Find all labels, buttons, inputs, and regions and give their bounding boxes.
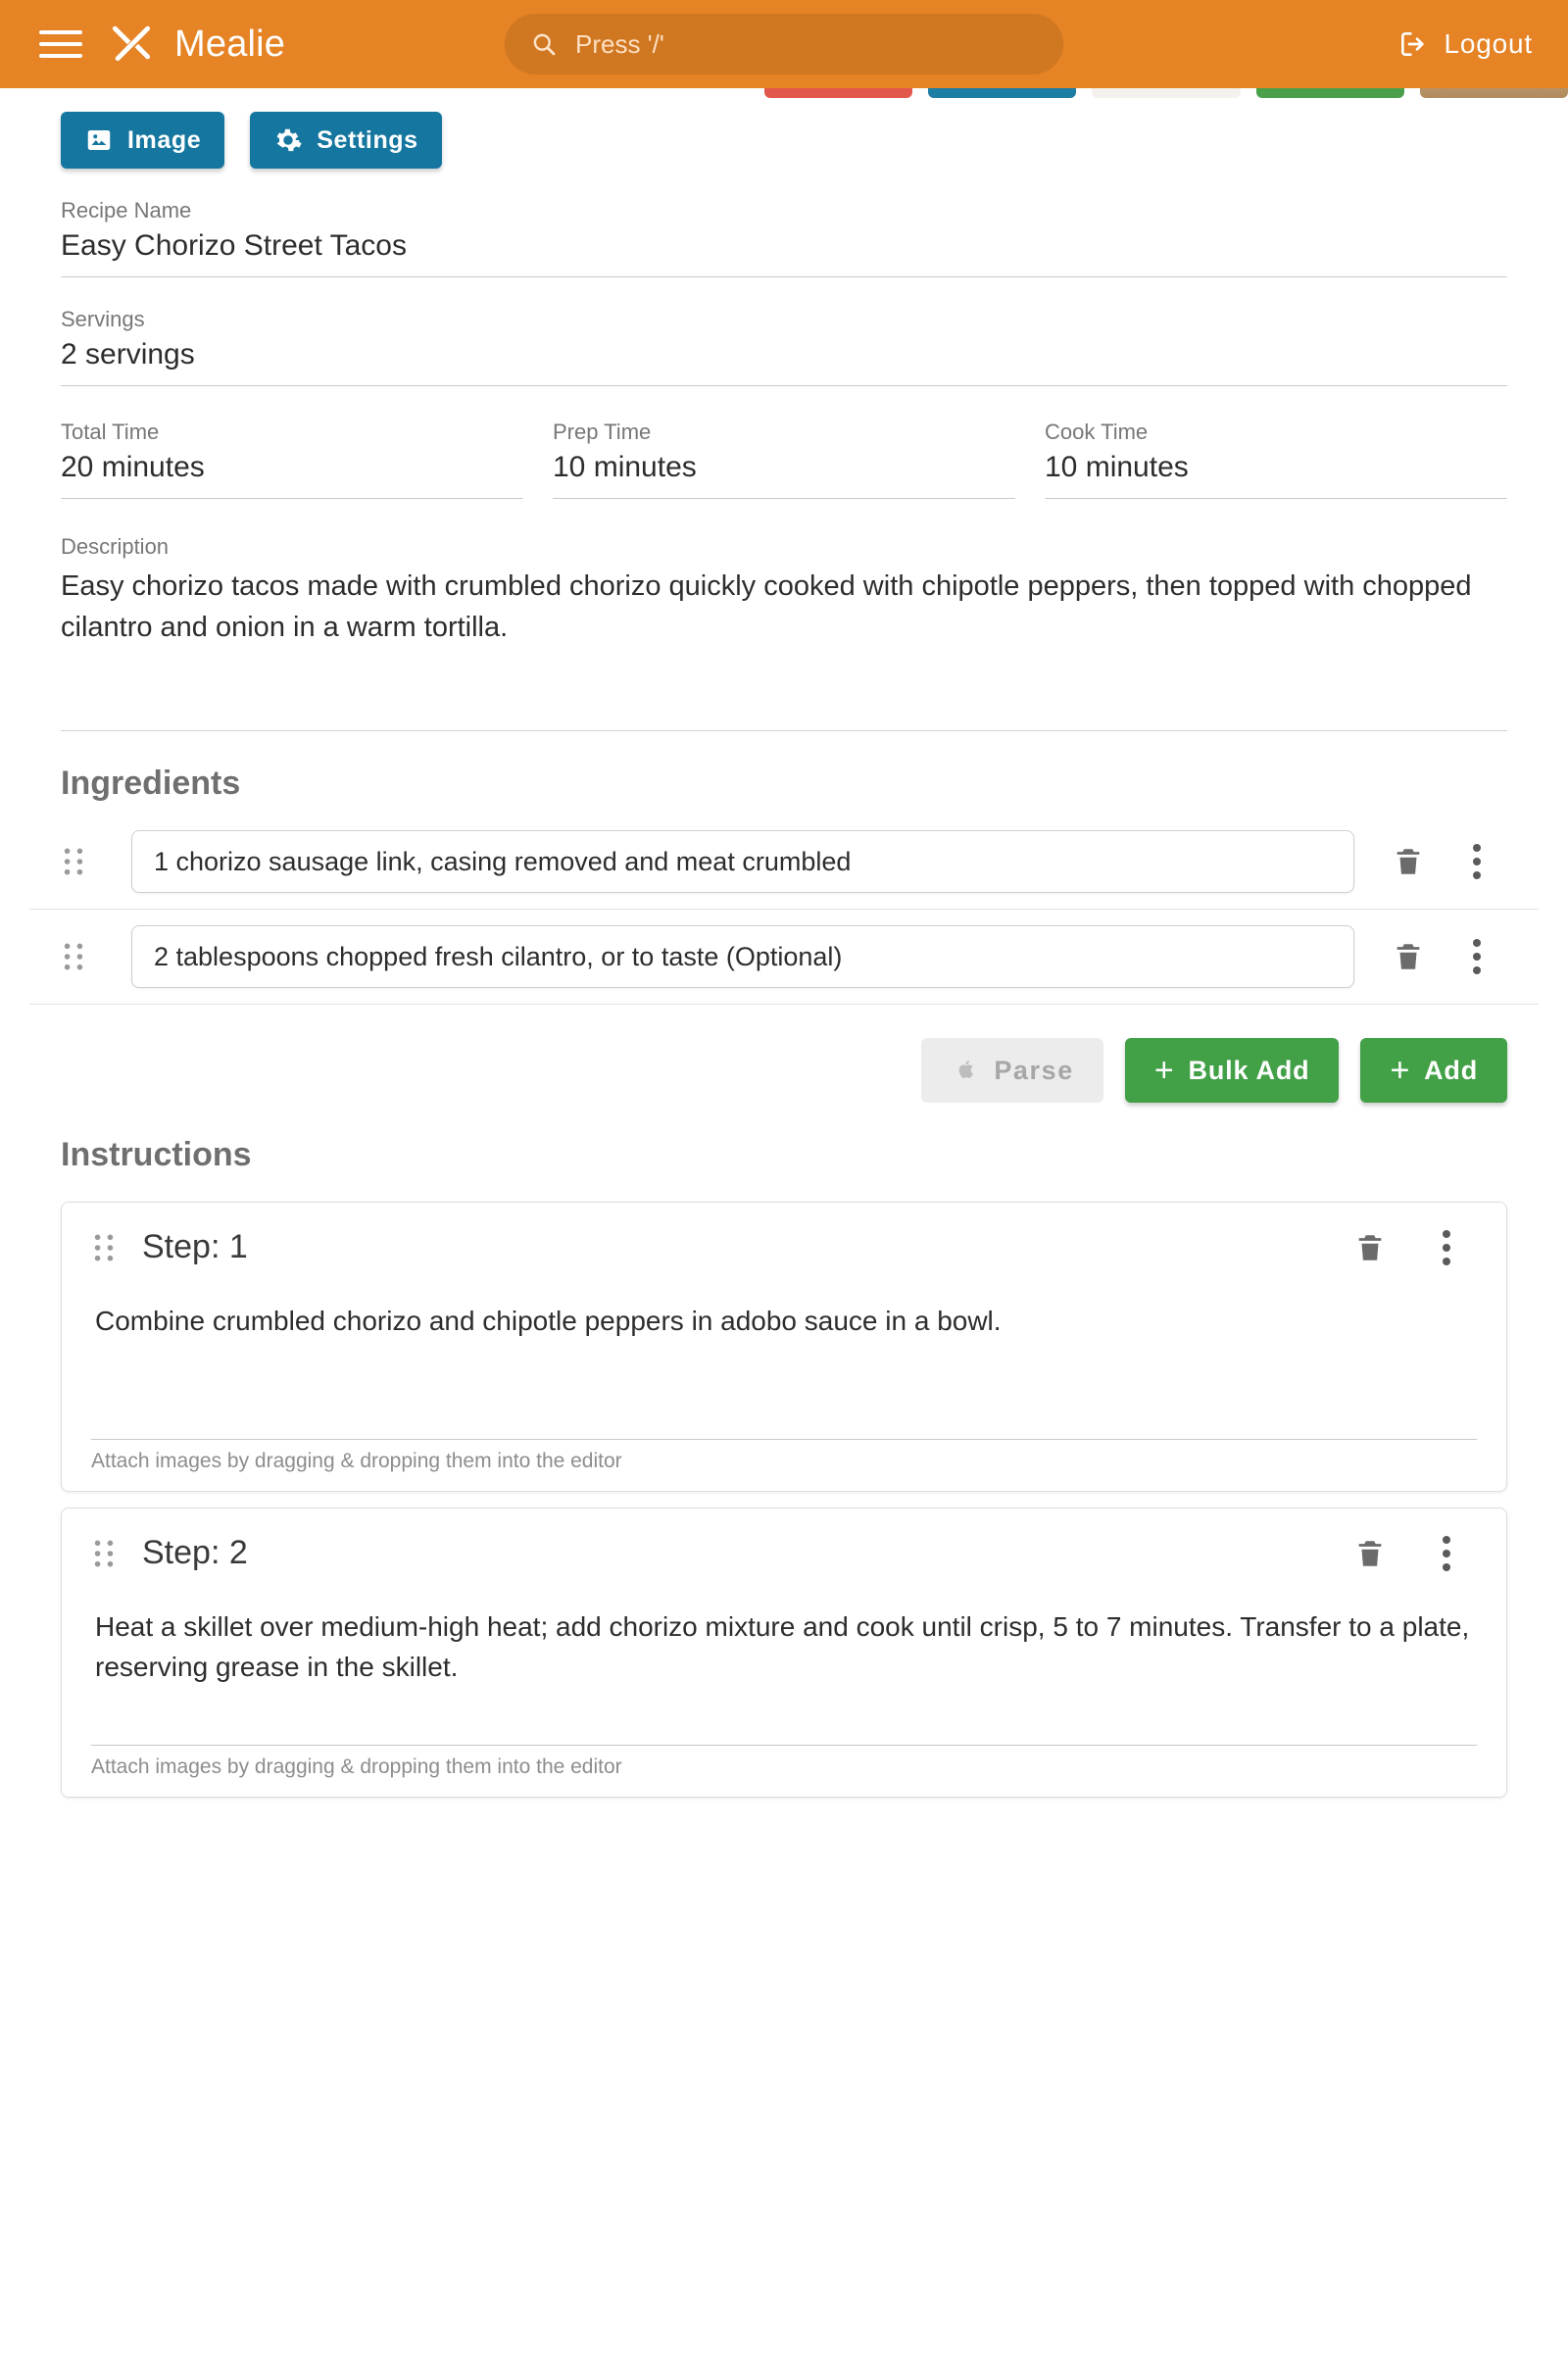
step-text[interactable]: Heat a skillet over medium-high heat; add chorizo mixture and cook until crisp, 5 to 7 minutes. Transfer to a plate, reserving grease in the skillet. (95, 1611, 1470, 1682)
servings-field[interactable] (29, 307, 1539, 386)
ingredient-input[interactable]: 1 chorizo sausage link, casing removed and meat crumbled (131, 830, 1354, 893)
delete-icon[interactable] (1353, 1535, 1387, 1572)
instructions-heading: Instructions (61, 1136, 252, 1173)
cook-time-label: Cook Time (1045, 420, 1149, 444)
cook-time-input[interactable]: 10 minutes (1045, 451, 1507, 499)
delete-icon[interactable] (1353, 1229, 1387, 1266)
parse-button[interactable] (921, 1038, 1103, 1103)
recipe-name-field[interactable] (29, 198, 1539, 277)
recipe-name-label: Recipe Name (61, 198, 192, 222)
ingredient-menu-icon[interactable] (1472, 939, 1482, 974)
settings-button[interactable] (250, 112, 441, 169)
image-button[interactable] (61, 112, 224, 169)
apple-icon (951, 1056, 980, 1085)
bulk-add-label: Bulk Add (1188, 1055, 1310, 1085)
search-input[interactable] (573, 28, 1038, 61)
plus-icon: + (1153, 1052, 1175, 1089)
image-button-label: Image (127, 125, 202, 154)
instruction-step-card (61, 1202, 1507, 1492)
fork-knife-logo-icon (108, 21, 155, 68)
instruction-step-card (61, 1507, 1507, 1798)
step-menu-icon[interactable] (1442, 1230, 1451, 1265)
servings-input[interactable]: 2 servings (61, 338, 1507, 386)
drag-handle-icon[interactable] (91, 1233, 117, 1262)
settings-button-label: Settings (317, 125, 418, 154)
ingredient-menu-icon[interactable] (1472, 844, 1482, 879)
total-time-label: Total Time (61, 420, 160, 444)
prep-time-input[interactable]: 10 minutes (553, 451, 1015, 499)
servings-label: Servings (61, 307, 145, 331)
prep-time-label: Prep Time (553, 420, 652, 444)
brand[interactable] (108, 21, 285, 68)
drag-handle-icon[interactable] (61, 847, 86, 876)
app-bar (0, 0, 1568, 88)
logout-button[interactable] (1397, 28, 1533, 60)
plus-icon: + (1390, 1052, 1411, 1089)
total-time-field[interactable] (61, 420, 523, 499)
step-title: Step: 2 (142, 1534, 248, 1571)
prep-time-field[interactable] (553, 420, 1015, 499)
step-header (91, 1228, 1477, 1266)
description-label: Description (61, 534, 170, 559)
recipe-name-input[interactable]: Easy Chorizo Street Tacos (61, 229, 1507, 277)
ingredient-row (29, 815, 1539, 910)
total-time-input[interactable]: 20 minutes (61, 451, 523, 499)
times-row (29, 420, 1539, 499)
bulk-add-button[interactable] (1125, 1038, 1340, 1103)
step-header (91, 1534, 1477, 1572)
drag-handle-icon[interactable] (91, 1539, 117, 1568)
brand-name: Mealie (174, 23, 286, 65)
search-box[interactable] (505, 14, 1063, 74)
image-icon (84, 125, 114, 155)
step-attach-hint: Attach images by dragging & dropping them into the editor (91, 1439, 1477, 1473)
cook-time-field[interactable] (1045, 420, 1507, 499)
parse-button-label: Parse (994, 1055, 1074, 1085)
logout-icon (1397, 28, 1429, 60)
gear-icon (273, 125, 303, 155)
step-text[interactable]: Combine crumbled chorizo and chipotle peppers in adobo sauce in a bowl. (95, 1306, 1002, 1336)
description-field[interactable] (29, 534, 1539, 722)
step-attach-hint: Attach images by dragging & dropping them into the editor (91, 1745, 1477, 1779)
recipe-editor (29, 88, 1539, 1837)
ingredient-row (29, 910, 1539, 1005)
step-title: Step: 1 (142, 1228, 248, 1265)
ingredient-input[interactable]: 2 tablespoons chopped fresh cilantro, or to taste (Optional) (131, 925, 1354, 988)
ingredient-actions (29, 1005, 1539, 1103)
logout-label: Logout (1444, 28, 1533, 59)
add-ingredient-button[interactable] (1360, 1038, 1507, 1103)
step-menu-icon[interactable] (1442, 1536, 1451, 1571)
description-input[interactable]: Easy chorizo tacos made with crumbled chorizo quickly cooked with chipotle peppers, then topped with chopped cilantro and onion in a warm tortilla. (61, 570, 1472, 644)
editor-toolbar (29, 88, 1539, 169)
add-label: Add (1424, 1055, 1478, 1085)
menu-icon[interactable] (39, 23, 82, 66)
delete-icon[interactable] (1392, 938, 1425, 975)
search-icon (530, 30, 558, 58)
drag-handle-icon[interactable] (61, 942, 86, 971)
delete-icon[interactable] (1392, 843, 1425, 880)
ingredients-heading: Ingredients (61, 765, 241, 802)
